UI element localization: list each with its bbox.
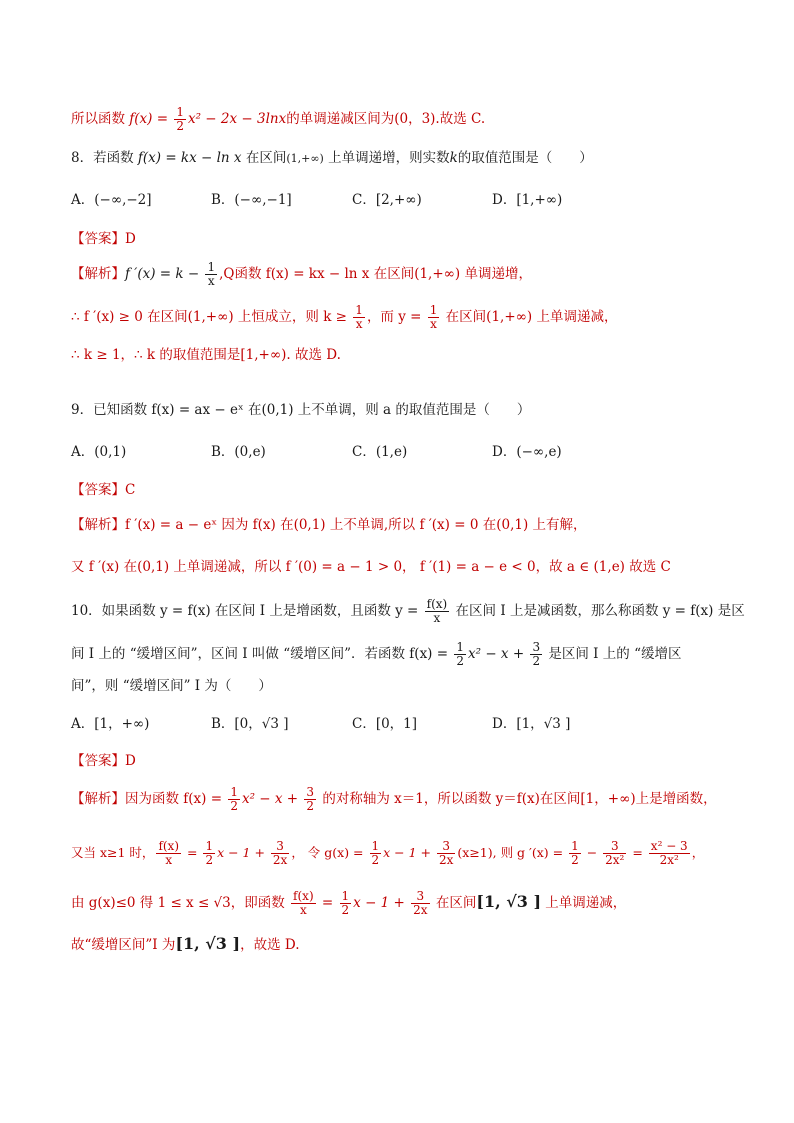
fraction: $\frac{1}{2}$	[571, 839, 579, 867]
q9-answer: 【答案】C	[71, 482, 136, 498]
q10-analysis-line-1: 【解析】因为函数 f(x) = $\frac{1}{2}$ x² − x + $\frac{3}{2}$ 的对称轴为 x＝1，所以函数 y＝f(x)在区间[1，+∞)上是增函数，	[71, 785, 717, 813]
q8-analysis-line-3: ∴ k ≥ 1，∴ k 的取值范围是[1,+∞). 故选 D.	[71, 347, 341, 363]
q8-analysis-line-1: 【解析】f ′(x) = k − $\frac{1}{x}$ ,Q函数 f(x) = kx − ln x 在区间(1,+∞) 单调递增，	[71, 260, 532, 288]
prev-answer-line: 所以函数 f(x) = $\frac{1}{2}$ x² − 2x − 3lnx的单调递减区间为(0，3).故选 C.	[71, 105, 486, 133]
fraction: $\frac{3}{2}$	[306, 785, 315, 813]
q10-analysis-line-4: 故“缓增区间”I 为[1, √3 ]，故选 D.	[71, 934, 300, 953]
q10-option-b: B．[0，√3 ]	[211, 716, 289, 732]
fraction: $\frac{3}{2x}$	[413, 889, 428, 917]
fraction: $\frac{1}{2}$	[176, 105, 184, 133]
q10-option-c: C．[0，1]	[352, 716, 418, 732]
fraction: $\frac{f(x)}{x}$	[158, 839, 180, 867]
q9-analysis-line-2: 又 f ′(x) 在(0,1) 上单调递减，所以 f ′(0) = a − 1 > 0， f ′(1) = a − e < 0，故 a ∈ (1,e) 故选 C	[71, 559, 671, 575]
fraction: $\frac{f(x)}{x}$	[293, 889, 314, 917]
q8-option-b: B．(−∞,−1]	[211, 192, 292, 208]
q8-analysis-line-2: ∴ f ′(x) ≥ 0 在区间(1,+∞) 上恒成立，则 k ≥ $\frac{1}{x}$ ，而 y = $\frac{1}{x}$ 在区间(1,+∞) 上单调递减，	[71, 303, 618, 331]
q9-option-d: D．(−∞,e)	[492, 444, 562, 460]
q8-option-a: A．(−∞,−2]	[71, 192, 152, 208]
q8-option-d: D．[1,+∞)	[492, 192, 563, 208]
fraction: $\frac{1}{x}$	[429, 303, 438, 331]
q9-option-a: A．(0,1)	[71, 444, 127, 460]
fraction: $\frac{1}{2}$	[456, 640, 464, 668]
fraction: $\frac{3}{2}$	[532, 640, 541, 668]
q9-option-c: C．(1,e)	[352, 444, 408, 460]
q9-analysis-line-1: 【解析】f ′(x) = a − eˣ 因为 f(x) 在(0,1) 上不单调,所以 f ′(x) = 0 在(0,1) 上有解，	[71, 517, 587, 533]
q10-stem-line-1: 10．如果函数 y = f(x) 在区间 I 上是增函数，且函数 y = $\frac{f(x)}{x}$ 在区间 I 上是减函数，那么称函数 y = f(x) 是区	[71, 597, 745, 625]
q10-stem-line-3: 间”，则 “缓增区间” I 为（ ）	[71, 678, 272, 694]
q10-analysis-line-3: 由 g(x)≤0 得 1 ≤ x ≤ √3，即函数 $\frac{f(x)}{x}$ = $\frac{1}{2}$ x − 1 + $\frac{3}{2x}$ 在区间[1, √3 ] 上单调递减，	[71, 889, 627, 917]
q8-stem: 8．若函数 f(x) = kx − ln x 在区间(1,+∞) 上单调递增，则实数k的取值范围是（ ）	[71, 150, 593, 166]
q10-option-a: A．[1，+∞)	[71, 716, 150, 732]
q10-answer: 【答案】D	[71, 753, 136, 769]
q10-stem-line-2: 间 I 上的 “缓增区间”，区间 I 叫做 “缓增区间”．若函数 f(x) = $\frac{1}{2}$ x² − x + $\frac{3}{2}$ 是区间 I 上的 “缓增区	[71, 640, 682, 668]
fraction: $\frac{f(x)}{x}$	[426, 597, 448, 625]
fraction: $\frac{3}{2x}$	[439, 839, 454, 867]
q9-stem: 9．已知函数 f(x) = ax − eˣ 在(0,1) 上不单调，则 a 的取值范围是（ ）	[71, 402, 531, 418]
q8-answer: 【答案】D	[71, 231, 136, 247]
fraction: $\frac{1}{2}$	[341, 889, 350, 917]
fraction: $\frac{1}{x}$	[355, 303, 363, 331]
fraction: $\frac{1}{x}$	[207, 260, 216, 288]
q10-option-d: D．[1，√3 ]	[492, 716, 571, 732]
fraction: $\frac{3}{\text{2x²}}$	[605, 839, 625, 867]
fraction: $\frac{1}{2}$	[371, 839, 380, 867]
fraction: $\frac{1}{2}$	[230, 785, 238, 813]
q8-option-c: C．[2,+∞)	[352, 192, 422, 208]
fraction: $\frac{3}{2x}$	[272, 839, 288, 867]
fraction: $\frac{1}{2}$	[205, 839, 214, 867]
q9-option-b: B．(0,e)	[211, 444, 266, 460]
q10-analysis-line-2: 又当 x≥1 时， $\frac{f(x)}{x}$ = $\frac{1}{2}$ x − 1 + $\frac{3}{2x}$ ， 令 g(x) = $\frac{1}{2}$ x − 1 + $\frac{3}{2x}$ (x≥1), 则 g ′(x) = $\frac{1}{2}$ − $\frac{3}{\text{2x²}}$ = $\frac{\text{x² − 3}}{\text{2x²}}$ ，	[71, 839, 705, 867]
fraction: $\frac{\text{x² − 3}}{\text{2x²}}$	[650, 839, 688, 867]
